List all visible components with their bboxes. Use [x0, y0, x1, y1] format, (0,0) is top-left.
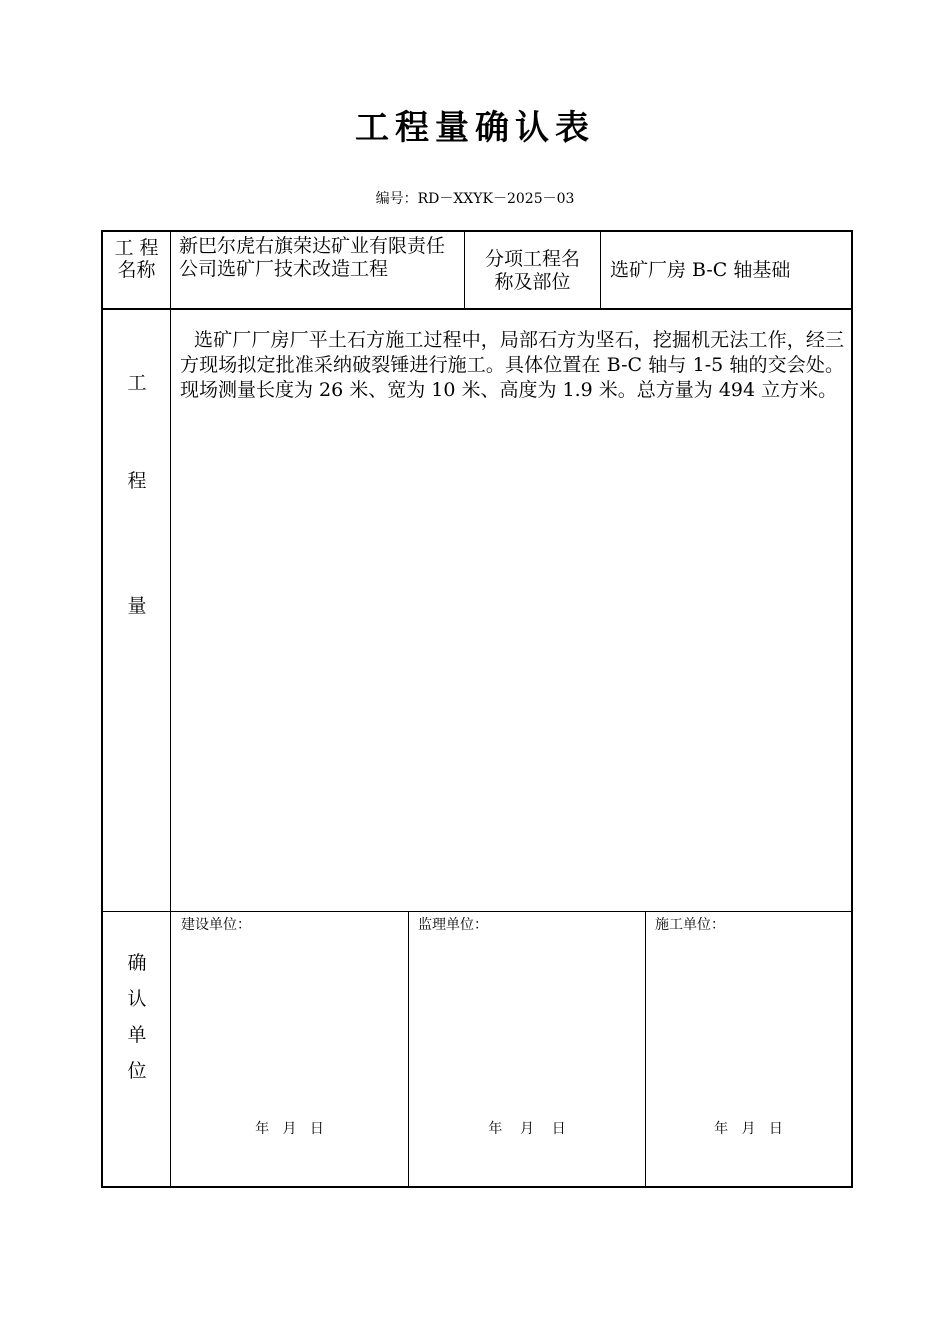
subitem-label: 分项工程名 称及部位	[484, 248, 580, 293]
quantity-label-char-3: 量	[127, 595, 147, 617]
col-divider-confirm-3	[645, 912, 646, 1186]
row-divider-label-column	[103, 911, 171, 912]
document-title: 工程量确认表	[355, 108, 595, 148]
project-name-label: 工 程 名称	[114, 237, 159, 281]
col-divider-header-3	[600, 232, 601, 308]
supervision-unit-label: 监理单位：	[418, 917, 488, 933]
confirm-label-char-4: 位	[127, 1060, 147, 1082]
contractor-unit-date: 年 月 日	[714, 1121, 783, 1137]
construction-unit-label: 建设单位：	[181, 917, 251, 933]
row-divider-quantity	[171, 911, 851, 912]
quantity-description: 选矿厂厂房厂平土石方施工过程中，局部石方为坚石，挖掘机无法工作，经三方现场拟定批准采纳破裂锤进行施工。具体位置在 B-C 轴与 1-5 轴的交会处。现场测量长度为 26 米、宽为 10 米、高度为 1.9 米。总方量为 494 立方米。	[180, 329, 844, 401]
construction-unit-date: 年 月 日	[255, 1121, 324, 1137]
quantity-label-char-1: 工	[127, 372, 147, 394]
contractor-unit-label: 施工单位：	[655, 917, 725, 933]
confirm-label-char-3: 单	[127, 1024, 147, 1046]
project-name-value: 新巴尔虎右旗荣达矿业有限责任公司选矿厂技术改造工程	[179, 235, 446, 280]
quantity-label-char-2: 程	[127, 470, 147, 492]
confirm-label-char-1: 确	[127, 952, 147, 974]
confirm-label-char-2: 认	[127, 988, 147, 1010]
confirmation-table	[101, 230, 853, 1188]
document-number: 编号：RD－XXYK－2025－03	[375, 191, 575, 207]
supervision-unit-date: 年 月 日	[488, 1121, 566, 1137]
row-divider-header	[103, 308, 851, 310]
col-divider-confirm-2	[408, 912, 409, 1186]
subitem-value: 选矿厂房 B-C 轴基础	[610, 259, 791, 281]
